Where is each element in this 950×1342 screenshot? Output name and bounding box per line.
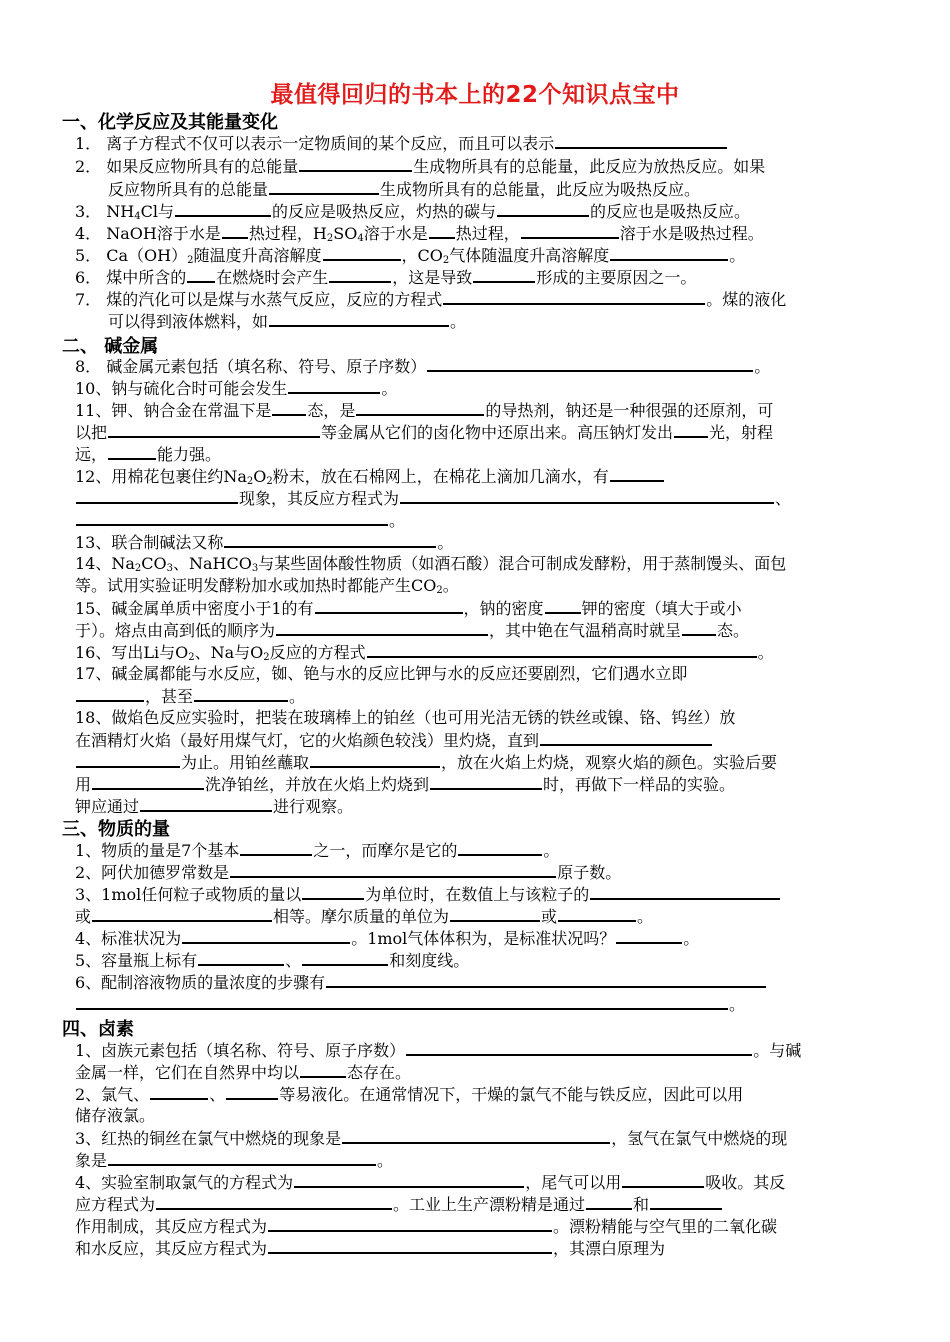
- question-line: 3、红热的铜丝在氯气中燃烧的现象是 ，氢气在氯气中燃烧的现: [75, 1129, 788, 1148]
- question-line: 3． $NH_4Cl$与 的反应是吸热反应，灼热的碳与 的反应也是吸热反应。: [75, 202, 751, 222]
- section-heading-4: 四、卤素: [62, 1019, 134, 1040]
- answer-blank[interactable]: [406, 1039, 752, 1056]
- answer-blank[interactable]: [329, 266, 391, 283]
- answer-blank[interactable]: [150, 1083, 208, 1100]
- answer-blank[interactable]: [156, 1193, 392, 1210]
- question-line: 钾应通过 进行观察。: [75, 797, 354, 816]
- answer-blank[interactable]: [682, 619, 716, 636]
- question-line: 以把 等金属从它们的卤化物中还原出来。高压钠灯发出 光，射程: [75, 423, 774, 442]
- answer-blank[interactable]: [182, 927, 350, 944]
- question-line: 4、标准状况为 。1mol气体体积为，是标准状况吗？ 。: [75, 929, 700, 948]
- answer-blank[interactable]: [76, 487, 238, 504]
- question-line: 17、碱金属都能与水反应，铷、铯与水的反应比钾与水的反应还要剧烈，它们遇水立即: [75, 664, 688, 683]
- question-line: 1、物质的量是7个基本 之一，而摩尔是它的 。: [75, 841, 560, 860]
- question-line: 5、容量瓶上标有 、 和刻度线。: [75, 951, 470, 970]
- section-heading-2: 二、 碱金属: [62, 336, 159, 357]
- answer-blank[interactable]: [76, 685, 144, 702]
- answer-blank[interactable]: [269, 310, 449, 327]
- answer-blank[interactable]: [175, 200, 271, 217]
- answer-blank[interactable]: [326, 971, 766, 988]
- answer-blank[interactable]: [310, 751, 440, 768]
- answer-blank[interactable]: [674, 421, 708, 438]
- question-line: 2． 如果反应物所具有的总能量 生成物所具有的总能量，此反应为放热反应。如果: [75, 157, 766, 176]
- answer-blank[interactable]: [269, 178, 379, 195]
- question-line: 7． 煤的汽化可以是煤与水蒸气反应，反应的方程式 。煤的液化: [75, 290, 787, 309]
- answer-blank[interactable]: [194, 685, 288, 702]
- answer-blank[interactable]: [224, 531, 436, 548]
- question-line: 16、写出Li与$O_2$、Na与$O_2$反应的方程式 。: [75, 643, 774, 663]
- question-line: 5． $Ca(OH)_2$随温度升高溶解度 ，$CO_2$气体随温度升高溶解度 。: [75, 246, 746, 266]
- answer-blank[interactable]: [226, 1083, 278, 1100]
- answer-blank[interactable]: [356, 399, 484, 416]
- answer-blank[interactable]: [76, 509, 388, 526]
- answer-blank[interactable]: [302, 883, 364, 900]
- answer-blank[interactable]: [222, 222, 248, 239]
- answer-blank[interactable]: [187, 266, 215, 283]
- question-line: 18、做焰色反应实验时，把装在玻璃棒上的铂丝（也可用光洁无锈的铁丝或镍、铬、钨丝）放: [75, 708, 736, 727]
- question-line: ，甚至 。: [75, 685, 305, 707]
- answer-blank[interactable]: [545, 597, 581, 614]
- question-line: 8． 碱金属元素包括（填名称、符号、原子序数） 。: [75, 357, 771, 376]
- question-line: 远， 能力强。: [75, 445, 222, 464]
- answer-blank[interactable]: [268, 1237, 552, 1254]
- answer-blank[interactable]: [458, 839, 542, 856]
- question-line: 1． 离子方程式不仅可以表示一定物质间的某个反应，而且可以表示: [75, 132, 728, 154]
- answer-blank[interactable]: [540, 729, 712, 746]
- question-line: 于）。熔点由高到低的顺序为 ，其中铯在气温稍高时就呈 态。: [75, 621, 750, 640]
- answer-blank[interactable]: [300, 1061, 346, 1078]
- question-line: 现象，其反应方程式为 、: [75, 487, 791, 509]
- answer-blank[interactable]: [555, 132, 727, 149]
- question-line: 10、钠与硫化合时可能会发生 。: [75, 379, 398, 398]
- answer-blank[interactable]: [473, 266, 535, 283]
- question-line: 储存液氯。: [75, 1106, 156, 1125]
- question-line: 11、钾、钠合金在常温下是 态，是 的导热剂，钠还是一种很强的还原剂，可: [75, 401, 774, 420]
- answer-blank[interactable]: [650, 1193, 722, 1210]
- answer-blank[interactable]: [443, 288, 705, 305]
- answer-blank[interactable]: [294, 1171, 524, 1188]
- answer-blank[interactable]: [230, 861, 556, 878]
- question-line: 为止。用铂丝蘸取 ，放在火焰上灼烧，观察火焰的颜色。实验后要: [75, 751, 777, 773]
- answer-blank[interactable]: [622, 1171, 704, 1188]
- answer-blank[interactable]: [429, 222, 455, 239]
- question-line: 3、1mol任何粒子或物质的量以 为单位时，在数值上与该粒子的: [75, 883, 781, 905]
- question-line: 12、用棉花包裹住约$Na_2O_2$粉末，放在石棉网上，在棉花上滴加几滴水，有: [75, 465, 665, 487]
- answer-blank[interactable]: [302, 949, 388, 966]
- answer-blank[interactable]: [400, 487, 774, 504]
- question-line: 6． 煤中所含的 在燃烧时会产生 ，这是导致 形成的主要原因之一。: [75, 268, 697, 287]
- question-line: 反应物所具有的总能量 生成物所具有的总能量，此反应为吸热反应。: [108, 180, 701, 199]
- question-line: 13、联合制碱法又称 。: [75, 533, 454, 552]
- answer-blank[interactable]: [92, 773, 204, 790]
- answer-blank[interactable]: [108, 421, 320, 438]
- question-line: 金属一样，它们在自然界中均以 态存在。: [75, 1063, 412, 1082]
- answer-blank[interactable]: [427, 355, 753, 372]
- question-line: 。: [75, 993, 745, 1015]
- question-line: 6、配制溶液物质的量浓度的步骤有: [75, 971, 767, 993]
- answer-blank[interactable]: [367, 641, 757, 658]
- answer-blank[interactable]: [288, 377, 380, 394]
- answer-blank[interactable]: [299, 155, 412, 172]
- answer-blank[interactable]: [521, 222, 619, 239]
- answer-blank[interactable]: [272, 399, 306, 416]
- answer-blank[interactable]: [76, 993, 728, 1010]
- question-line: 2、氯气、 、 等易液化。在通常情况下，干燥的氯气不能与铁反应，因此可以用: [75, 1085, 744, 1104]
- question-line: 。: [75, 509, 405, 531]
- document-title: 最值得回归的书本上的22个知识点宝中: [270, 82, 680, 108]
- answer-blank[interactable]: [276, 619, 488, 636]
- answer-blank[interactable]: [92, 905, 272, 922]
- answer-blank[interactable]: [268, 1215, 552, 1232]
- question-line: 应方程式为 。工业上生产漂粉精是通过 和: [75, 1193, 723, 1215]
- question-line: 象是 。: [75, 1151, 394, 1170]
- answer-blank[interactable]: [108, 443, 156, 460]
- answer-blank[interactable]: [140, 795, 272, 812]
- question-line: 15、碱金属单质中密度小于1的有 ，钠的密度 钾的密度（填大于或小: [75, 599, 742, 618]
- question-line: 2、阿伏加德罗常数是 原子数。: [75, 863, 622, 882]
- answer-blank[interactable]: [590, 883, 780, 900]
- answer-blank[interactable]: [76, 751, 180, 768]
- answer-blank[interactable]: [558, 905, 636, 922]
- answer-blank[interactable]: [198, 949, 284, 966]
- section-heading-3: 三、物质的量: [62, 819, 170, 840]
- answer-blank[interactable]: [610, 465, 664, 482]
- answer-blank[interactable]: [450, 905, 540, 922]
- section-heading-1: 一、化学反应及其能量变化: [62, 112, 278, 133]
- question-line: 作用制成，其反应方程式为 。漂粉精能与空气里的二氧化碳: [75, 1217, 778, 1236]
- answer-blank[interactable]: [240, 839, 312, 856]
- question-line: 在酒精灯火焰（最好用煤气灯，它的火焰颜色较浅）里灼烧，直到: [75, 729, 713, 751]
- question-line: 14、$Na_2CO_3$、NaHCO$_3$与某些固体酸性物质（如酒石酸）混合可制成发酵粉，用于蒸制馒头、面包: [75, 554, 787, 574]
- answer-blank[interactable]: [586, 1193, 632, 1210]
- question-line: 用 洗净铂丝，并放在火焰上灼烧到 时，再做下一样品的实验。: [75, 775, 736, 794]
- question-line: 4、实验室制取氯气的方程式为 ，尾气可以用 吸收。其反: [75, 1173, 786, 1192]
- answer-blank[interactable]: [497, 200, 589, 217]
- answer-blank[interactable]: [616, 927, 682, 944]
- question-line: 1、卤族元素包括（填名称、符号、原子序数） 。与碱: [75, 1041, 802, 1060]
- answer-blank[interactable]: [610, 244, 728, 261]
- question-line: 和水反应，其反应方程式为 ，其漂白原理为: [75, 1239, 666, 1258]
- answer-blank[interactable]: [108, 1149, 376, 1166]
- answer-blank[interactable]: [323, 244, 401, 261]
- answer-blank[interactable]: [342, 1127, 610, 1144]
- question-line: 4． NaOH溶于水是 热过程，$H_2SO_4$溶于水是 热过程， 溶于水是吸热过程。: [75, 224, 764, 244]
- question-line: 等。试用实验证明发酵粉加水或加热时都能产生$CO_2$。: [75, 576, 459, 596]
- answer-blank[interactable]: [315, 597, 463, 614]
- answer-blank[interactable]: [430, 773, 542, 790]
- question-line: 或 相等。摩尔质量的单位为 或 。: [75, 907, 654, 926]
- question-line: 可以得到液体燃料，如 。: [108, 312, 467, 331]
